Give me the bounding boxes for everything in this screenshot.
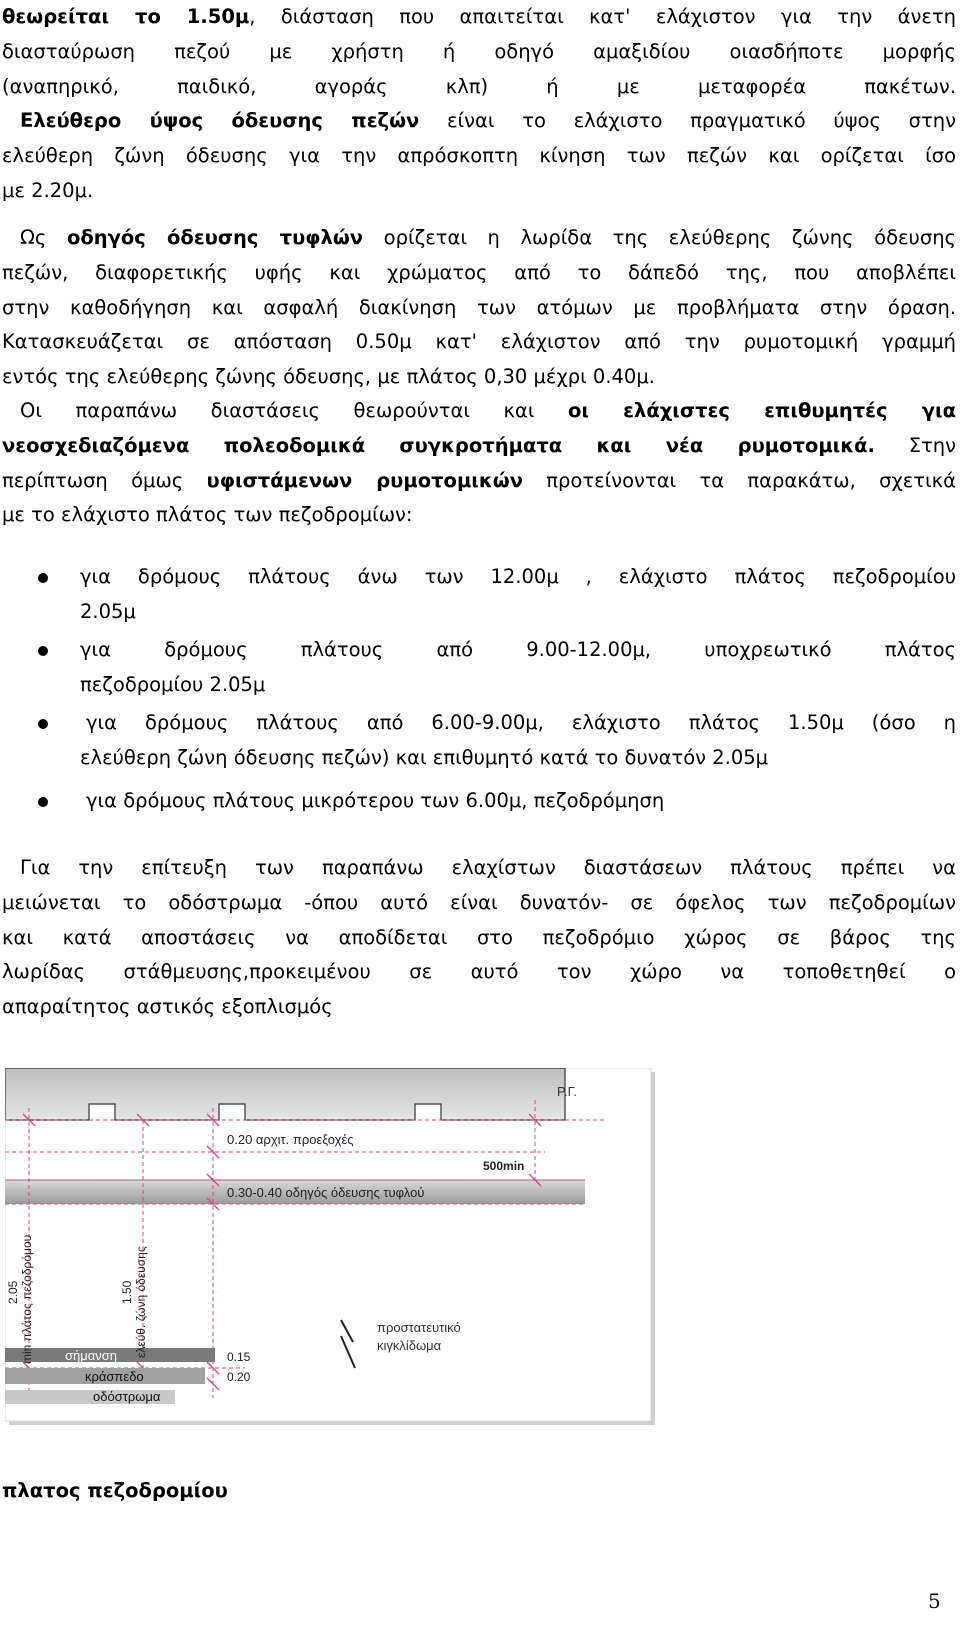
text-line: λωρίδας στάθμευσης,προκειμένου σε αυτό τον χώρο να τοποθετηθεί ο <box>2 960 956 984</box>
bullet-item <box>0 560 958 630</box>
text-line: πεζών, διαφορετικής υφής και χρώματος από το δάπεδό της, που αποβλέπει <box>2 260 956 284</box>
paragraph-crossing-width <box>2 0 956 104</box>
guide-label: 0.30-0.40 οδηγός όδευσης τυφλού <box>227 1185 425 1200</box>
text-line: για δρόμους πλάτους άνω των 12.00μ , ελάχιστο πλάτος πεζοδρομίου <box>80 565 956 588</box>
bullet-dot <box>38 719 48 729</box>
text-line: διασταύρωση πεζού με χρήστη ή οδηγό αμαξιδίου οιασδήποτε μορφής <box>2 39 956 63</box>
railing-label-1: προστατευτικό <box>377 1320 461 1335</box>
bold-text: οι ελάχιστες επιθυμητές για <box>568 399 956 422</box>
text-line: Για την επίτευξη των παραπάνω ελαχίστων διαστάσεων πλάτους πρέπει να <box>20 856 956 879</box>
min500-label: 500min <box>483 1159 525 1173</box>
text-line: 2.05μ <box>80 599 136 623</box>
text-line: για δρόμους πλάτους από 9.00-12.00μ, υποχρεωτικό πλάτος <box>80 638 956 661</box>
paragraph-tactile-guide <box>2 221 956 395</box>
dim-150-label: ελεύθ. ζώνη όδευσης <box>134 1246 148 1358</box>
dim-205-label: min πλάτος πεζοδρόμου <box>20 1234 34 1364</box>
bold-term: οδηγός όδευσης τυφλών <box>66 226 364 249</box>
dim-015-label: 0.15 <box>227 1350 251 1364</box>
sidewalk-section-figure <box>5 1068 659 1429</box>
text-line: για δρόμους πλάτους μικρότερου των 6.00μ, πεζοδρόμηση <box>86 789 665 812</box>
dim-150-number: 1.50 <box>120 1280 134 1304</box>
bold-term: υφιστάμενων ρυμοτομικών <box>206 468 523 492</box>
page-number: 5 <box>928 1589 941 1613</box>
text-line: με το ελάχιστο πλάτος των πεζοδρομίων: <box>2 503 413 527</box>
rg-label: Ρ.Γ. <box>557 1084 577 1099</box>
bold-text: θεωρείται το 1.50μ <box>2 5 250 28</box>
text-line: Οι παραπάνω διαστάσεις θεωρούνται και οι ελάχιστες επιθυμητές για <box>20 399 956 422</box>
bullet-item <box>0 633 958 703</box>
bullet-dot <box>38 646 48 656</box>
text-line: ελεύθερη ζώνη όδευσης πεζών) και επιθυμητό κατά το δυνατόν 2.05μ <box>80 745 769 769</box>
text-line: με 2.20μ. <box>2 178 94 202</box>
signage-label: σήμανση <box>65 1348 118 1363</box>
bold-term: Ελεύθερο ύψος όδευσης πεζών <box>20 109 420 132</box>
curb-label: κράσπεδο <box>85 1369 144 1384</box>
text-line: θεωρείται το 1.50μ, διάσταση που απαιτείται κατ' ελάχιστον για την άνετη <box>2 5 956 28</box>
text-line: στην καθοδήγηση και ασφαλή διακίνηση των ατόμων με προβλήματα στην όραση. <box>2 295 956 319</box>
figure-caption: πλατος πεζοδρομίου <box>2 1479 228 1502</box>
text-line: μειώνεται το οδόστρωμα -όπου αυτό είναι δυνατόν- σε όφελος των πεζοδρομίων <box>2 890 956 914</box>
bold-text: νεοσχεδιαζόμενα πολεοδομικά συγκροτήματα και νέα ρυμοτομικά. <box>2 433 875 457</box>
dim-020-label: 0.20 <box>227 1370 251 1384</box>
text-line: ελεύθερη ζώνη όδευσης για την απρόσκοπτη κίνηση των πεζών και ορίζεται ίσο <box>2 143 956 167</box>
text-line: εντός της ελεύθερης ζώνης όδευσης, με πλάτος 0,30 μέχρι 0.40μ. <box>2 365 655 389</box>
text-line: για δρόμους πλάτους από 6.00-9.00μ, ελάχιστο πλάτος 1.50μ (όσο η <box>86 711 956 734</box>
text-line: περίπτωση όμως υφιστάμενων ρυμοτομικών προτείνονται τα παρακάτω, σχετικά <box>2 468 956 492</box>
text-line: (αναπηρικό, παιδικό, αγοράς κλπ) ή με μεταφορέα πακέτων. <box>2 74 956 98</box>
projections-label: 0.20 αρχιτ. προεξοχές <box>227 1132 354 1147</box>
text-line: Ελεύθερο ύψος όδευσης πεζών είναι το ελάχιστο πραγματικό ύψος στην <box>20 109 956 132</box>
sidewalk-section-drawing <box>5 1068 659 1429</box>
bullet-dot <box>38 797 48 807</box>
paragraph-minimum-dimensions <box>2 394 956 533</box>
text-line: Κατασκευάζεται σε απόσταση 0.50μ κατ' ελάχιστον από την ρυμοτομική γραμμή <box>2 330 956 354</box>
text-line: νεοσχεδιαζόμενα πολεοδομικά συγκροτήματα και νέα ρυμοτομικά. Στην <box>2 433 956 457</box>
paragraph-road-reduction <box>2 851 956 1025</box>
railing-label-2: κιγκλίδωμα <box>377 1338 442 1353</box>
road-label: οδόστρωμα <box>93 1389 161 1404</box>
text-line: απαραίτητος αστικός εξοπλισμός <box>2 995 333 1019</box>
bullet-dot <box>38 573 48 583</box>
bullet-item <box>0 784 958 820</box>
text-line: και κατά αποστάσεις να αποδίδεται στο πεζοδρόμιο χώρος σε βάρος της <box>2 925 956 949</box>
bullet-item <box>0 706 958 776</box>
text-line: Ως οδηγός όδευσης τυφλών ορίζεται η λωρίδα της ελεύθερης ζώνης όδευσης <box>20 226 956 249</box>
building-facade <box>5 1068 565 1120</box>
paragraph-clear-height <box>2 104 956 208</box>
text-line: πεζοδρομίου 2.05μ <box>80 672 266 696</box>
dim-205-number: 2.05 <box>6 1280 20 1304</box>
